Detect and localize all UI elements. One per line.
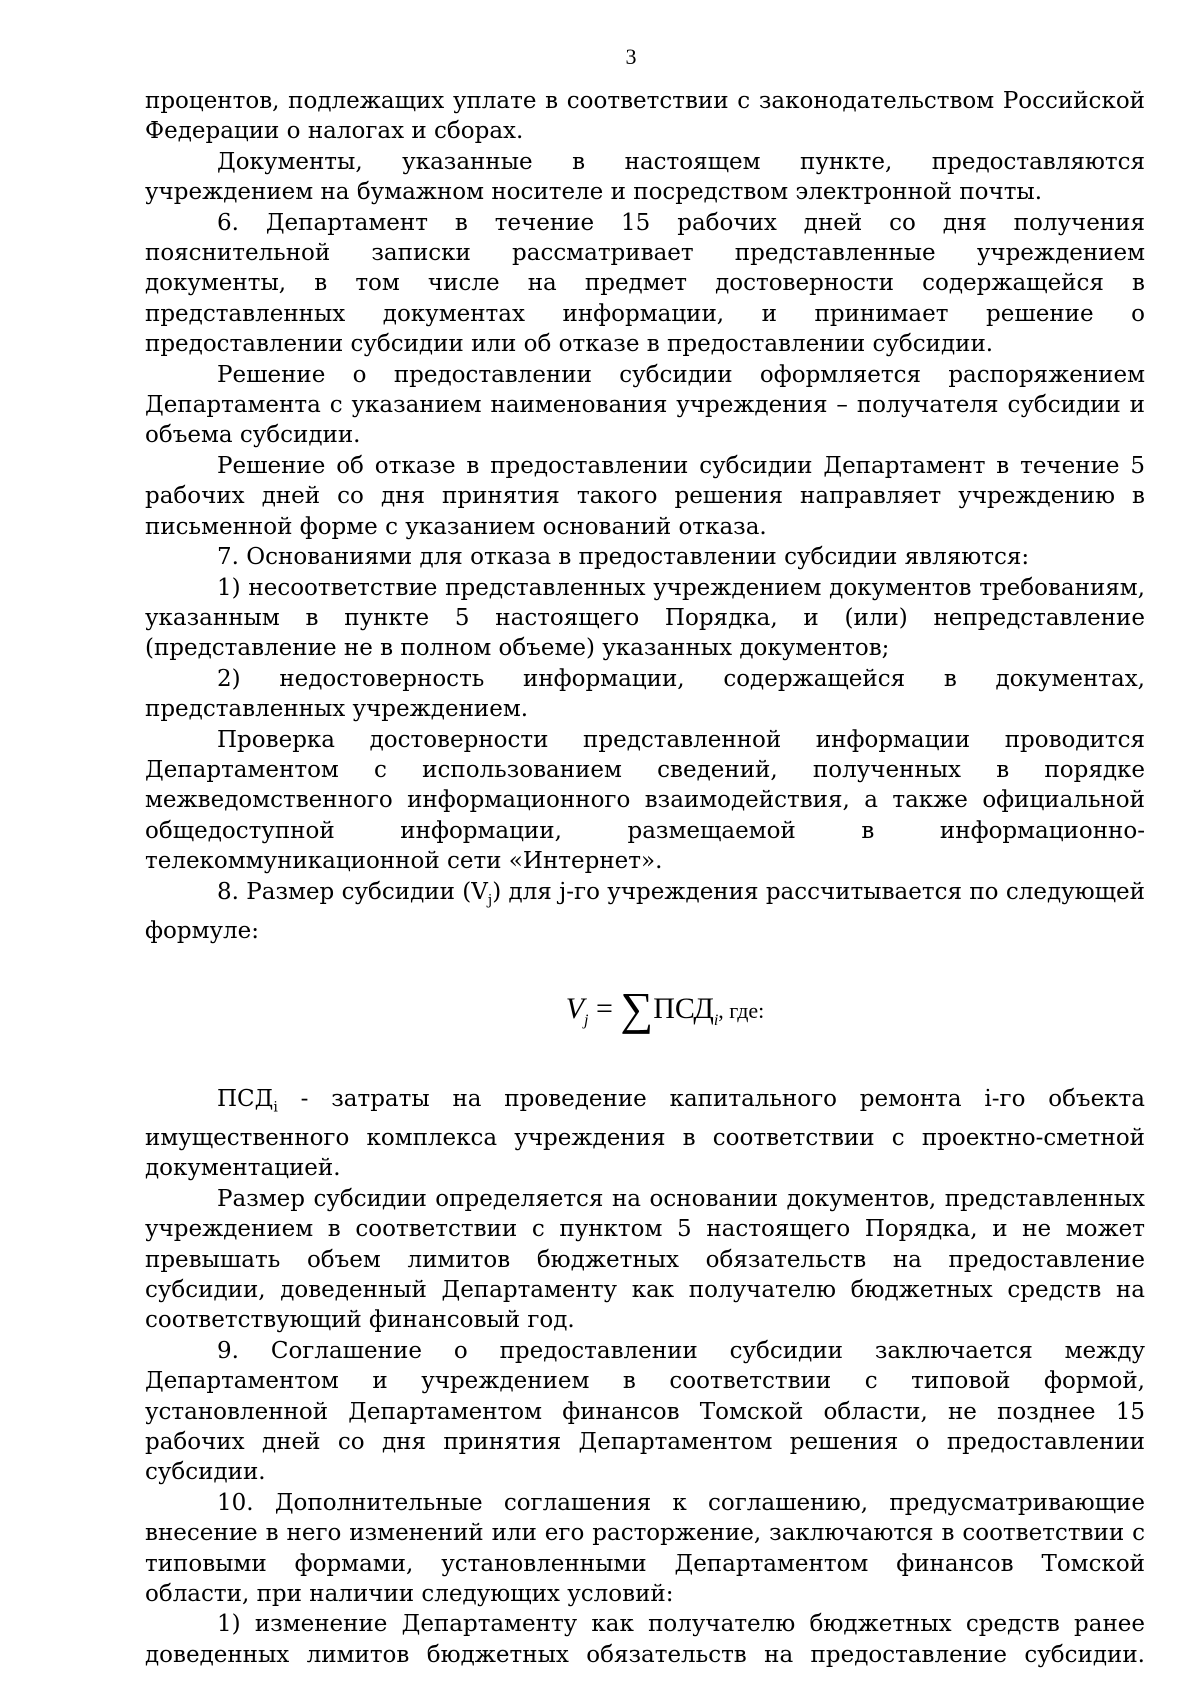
paragraph: Проверка достоверности представленной информации проводится Департаментом с использованием сведений, полученных в порядке межведомственного информационного взаимодействия, а также официальной общедоступной информации, размещаемой в информационно-телекоммуникационной сети «Интернет». [145, 726, 1145, 875]
formula-equals: = [595, 991, 613, 1025]
paragraph-item-10: 10. Дополнительные соглашения к соглашению, предусматривающие внесение в него изменений или его расторжение, заключаются в соответствии с типовыми формами, установленными Департаментом финансов Томской области, при наличии следующих условий: [145, 1489, 1145, 1608]
paragraph-item-6: 6. Департамент в течение 15 рабочих дней со дня получения пояснительной записки рассматривает представленные учреждением документы, в том числе на предмет достоверности содержащейся в представленных документах информации, и принимает решение о предоставлении субсидии или об отказе в предоставлении субсидии. [145, 209, 1145, 358]
formula-suffix: , где: [718, 997, 765, 1023]
paragraph-item-7: 7. Основаниями для отказа в предоставлении субсидии являются: [217, 544, 1030, 571]
formula-lhs-sub: j [584, 1011, 589, 1029]
paragraph-item-9: 9. Соглашение о предоставлении субсидии заключается между Департаментом и учреждением в соответствии с типовой формой, установленной Департаментом финансов Томской области, не позднее 15 рабочих дней со дня принятия Департаментом решения о предоставлении субсидии. [145, 1337, 1145, 1486]
formula-lhs-var: V [565, 991, 585, 1025]
paragraph: Размер субсидии определяется на основании документов, представленных учреждением в соответствии с пунктом 5 настоящего Порядка, и не может превышать объем лимитов бюджетных обязательств на предоставление субсидии, доведенный Департаменту как получателю бюджетных средств на соответствующий финансовый год. [145, 1185, 1145, 1334]
text-run: 8. Размер субсидии (V [217, 878, 488, 905]
formula-term: ПСД [653, 991, 714, 1025]
formula-sum-symbol: ∑ [620, 982, 654, 1034]
text-run: ) для j-го учреждения рассчитывается по следующей формуле: [145, 878, 1145, 944]
paragraph: Решение о предоставлении субсидии оформляется распоряжением Департамента с указанием наименования учреждения – получателя субсидии и объема субсидии. [145, 361, 1145, 449]
paragraph-item-8 [145, 877, 1145, 946]
subscript: i [273, 1099, 278, 1116]
list-item: 1) несоответствие представленных учреждением документов требованиям, указанным в пункте 5 настоящего Порядка, и (или) непредставление (представление не в полном объеме) указанных документов; [145, 574, 1145, 662]
list-item: 2) недостоверность информации, содержащейся в документах, представленных учреждением. [145, 665, 1145, 723]
paragraph: процентов, подлежащих уплате в соответствии с законодательством Российской Федерации о налогах и сборах. [145, 88, 1145, 145]
formula [145, 984, 1145, 1046]
list-item: 1) изменение Департаменту как получателю бюджетных средств ранее доведенных лимитов бюджетных обязательств на предоставление субсидии. [145, 1611, 1145, 1668]
paragraph: Решение об отказе в предоставлении субсидии Департамент в течение 5 рабочих дней со дня принятия такого решения направляет учреждению в письменной форме с указанием оснований отказа. [145, 452, 1145, 540]
paragraph: Документы, указанные в настоящем пункте, предоставляются учреждением на бумажном носителе и посредством электронной почты. [145, 148, 1145, 206]
text-run: ПСД [217, 1085, 274, 1112]
formula-term-sub: i [713, 1011, 719, 1029]
page-number: 3 [625, 44, 637, 69]
definition-paragraph [145, 1084, 1145, 1184]
text-run: - затраты на проведение капитального ремонта i-го объекта имущественного комплекса учреждения в соответствии с проектно-сметной документацией. [145, 1085, 1145, 1182]
subscript: j [487, 892, 493, 909]
document-body [145, 86, 1145, 1670]
